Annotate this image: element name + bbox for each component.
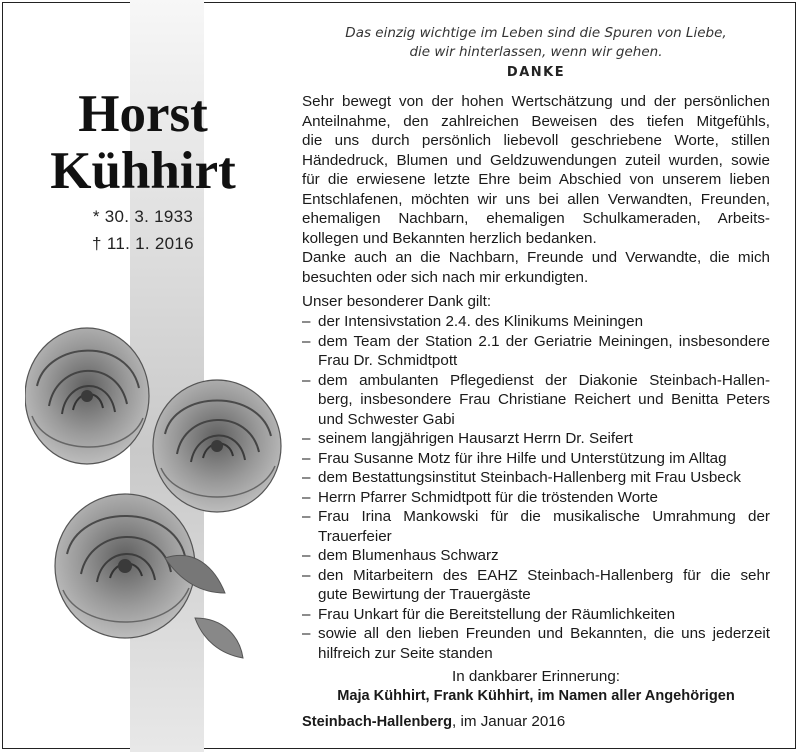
dash-bullet: – <box>302 430 311 447</box>
list-item <box>302 566 770 605</box>
list-item-line: gute Bewirtung der Trauergäste <box>318 586 531 603</box>
list-item-line: Trauerfeier <box>318 527 392 545</box>
dash-bullet: – <box>302 332 311 350</box>
text-line: Entschlafenen, möchten wir uns bei allen Verwandten, Freunden, <box>302 190 770 208</box>
list-item-line: sowie all den lieben Freunden und Bekannten, die uns jederzeit <box>318 625 770 642</box>
death-date: † 11. 1. 2016 <box>92 234 194 253</box>
list-item <box>302 488 770 508</box>
list-item-line: hilfreich zur Seite standen <box>318 644 493 662</box>
text-line: für die erwiesene letzte Ehre beim Abschied von unserem lieben <box>302 171 770 188</box>
rose-top-left <box>25 328 149 464</box>
text-line: kollegen und Bekannten herzlich bedanken. <box>302 229 597 247</box>
list-item <box>302 507 770 546</box>
text-line: besuchten oder sich nach mir erkundigten. <box>302 268 589 286</box>
birth-date: * 30. 3. 1933 <box>92 207 194 226</box>
list-item <box>302 605 770 625</box>
dash-bullet: – <box>302 547 311 564</box>
dash-bullet: – <box>302 508 311 525</box>
date-text: , im Januar 2016 <box>452 713 566 730</box>
list-item-line: der Intensivstation 2.4. des Klinikums Meiningen <box>318 313 644 330</box>
list-item-line: Frau Unkart für die Bereitstellung der Räumlichkeiten <box>318 605 676 623</box>
signatories: Maja Kühhirt, Frank Kühhirt, im Namen aller Angehörigen <box>337 688 735 704</box>
list-item <box>302 332 770 371</box>
dash-bullet: – <box>302 488 311 506</box>
dash-bullet: – <box>302 605 311 623</box>
text-line: die uns durch persönlich liebevoll geschriebene Worte, stillen <box>302 132 770 149</box>
list-item-line: dem Blumenhaus Schwarz <box>318 547 499 564</box>
quote-line: Das einzig wichtige im Leben sind die Spuren von Liebe, <box>345 25 727 41</box>
list-item-line: seinem langjährigen Hausarzt Herrn Dr. Seifert <box>318 430 633 447</box>
dash-bullet: – <box>302 625 311 642</box>
list-item <box>302 468 770 488</box>
deceased-last-name: Kühhirt <box>50 142 236 200</box>
list-item <box>302 429 770 449</box>
thanks-paragraph-2 <box>302 248 770 287</box>
list-item-line: dem ambulanten Pflegedienst der Diakonie Steinbach-Hallen- <box>318 371 770 389</box>
text-line: Anteilnahme, den zahlreichen Beweisen des tiefen Mitgefühls, <box>302 112 770 130</box>
list-item-line: Frau Susanne Motz für ihre Hilfe und Unterstützung im Alltag <box>318 449 727 467</box>
thanks-paragraph-1 <box>302 92 770 248</box>
list-item-line: berg, insbesondere Frau Christiane Reichert und Benitta Peters <box>318 391 770 408</box>
quote <box>302 24 770 62</box>
list-item <box>302 624 770 663</box>
dash-bullet: – <box>302 566 311 584</box>
list-item-line: Frau Irina Mankowski für die musikalische Umrahmung der <box>318 508 770 525</box>
thanks-list <box>302 312 770 663</box>
dash-bullet: – <box>302 371 311 389</box>
text-line: Danke auch an die Nachbarn, Freunde und Verwandte, die mich <box>302 249 770 266</box>
list-item-line: dem Team der Station 2.1 der Geriatrie Meiningen, insbesondere <box>318 332 770 350</box>
list-item-line: dem Bestattungsinstitut Steinbach-Hallenberg mit Frau Usbeck <box>318 469 741 486</box>
rose-right <box>153 380 281 512</box>
roses-image <box>25 318 290 673</box>
deceased-first-name: Horst <box>78 85 208 143</box>
dash-bullet: – <box>302 469 311 486</box>
dash-bullet: – <box>302 313 311 330</box>
place-name: Steinbach-Hallenberg <box>302 714 453 730</box>
closing-line: In dankbarer Erinnerung: <box>451 668 620 685</box>
list-item <box>302 449 770 469</box>
list-item-line: Frau Dr. Schmidtpott <box>318 352 458 369</box>
list-item-line: den Mitarbeitern des EAHZ Steinbach-Hallenberg für die sehr <box>318 566 770 584</box>
list-item <box>302 546 770 566</box>
text-line: Sehr bewegt von der hohen Wertschätzung und der persönlichen <box>302 93 770 110</box>
list-item <box>302 312 770 332</box>
list-item <box>302 371 770 430</box>
list-item-line: Herrn Pfarrer Schmidtpott für die tröstenden Worte <box>318 488 658 506</box>
text-line: ehemaligen Nachbarn, ehemaligen Schulkameraden, Arbeits- <box>302 210 770 227</box>
thanks-intro <box>302 292 770 312</box>
place-and-date <box>302 712 770 733</box>
heading-danke: DANKE <box>506 65 566 80</box>
dash-bullet: – <box>302 449 311 467</box>
text-line: Unser besonderer Dank gilt: <box>302 293 492 310</box>
quote-line: die wir hinterlassen, wenn wir gehen. <box>409 44 663 60</box>
leaf <box>195 618 243 658</box>
list-item-line: und Schwester Gabi <box>318 410 455 428</box>
text-line: Händedruck, Blumen und Geldzuwendungen zuteil wurden, sowie <box>302 151 770 169</box>
